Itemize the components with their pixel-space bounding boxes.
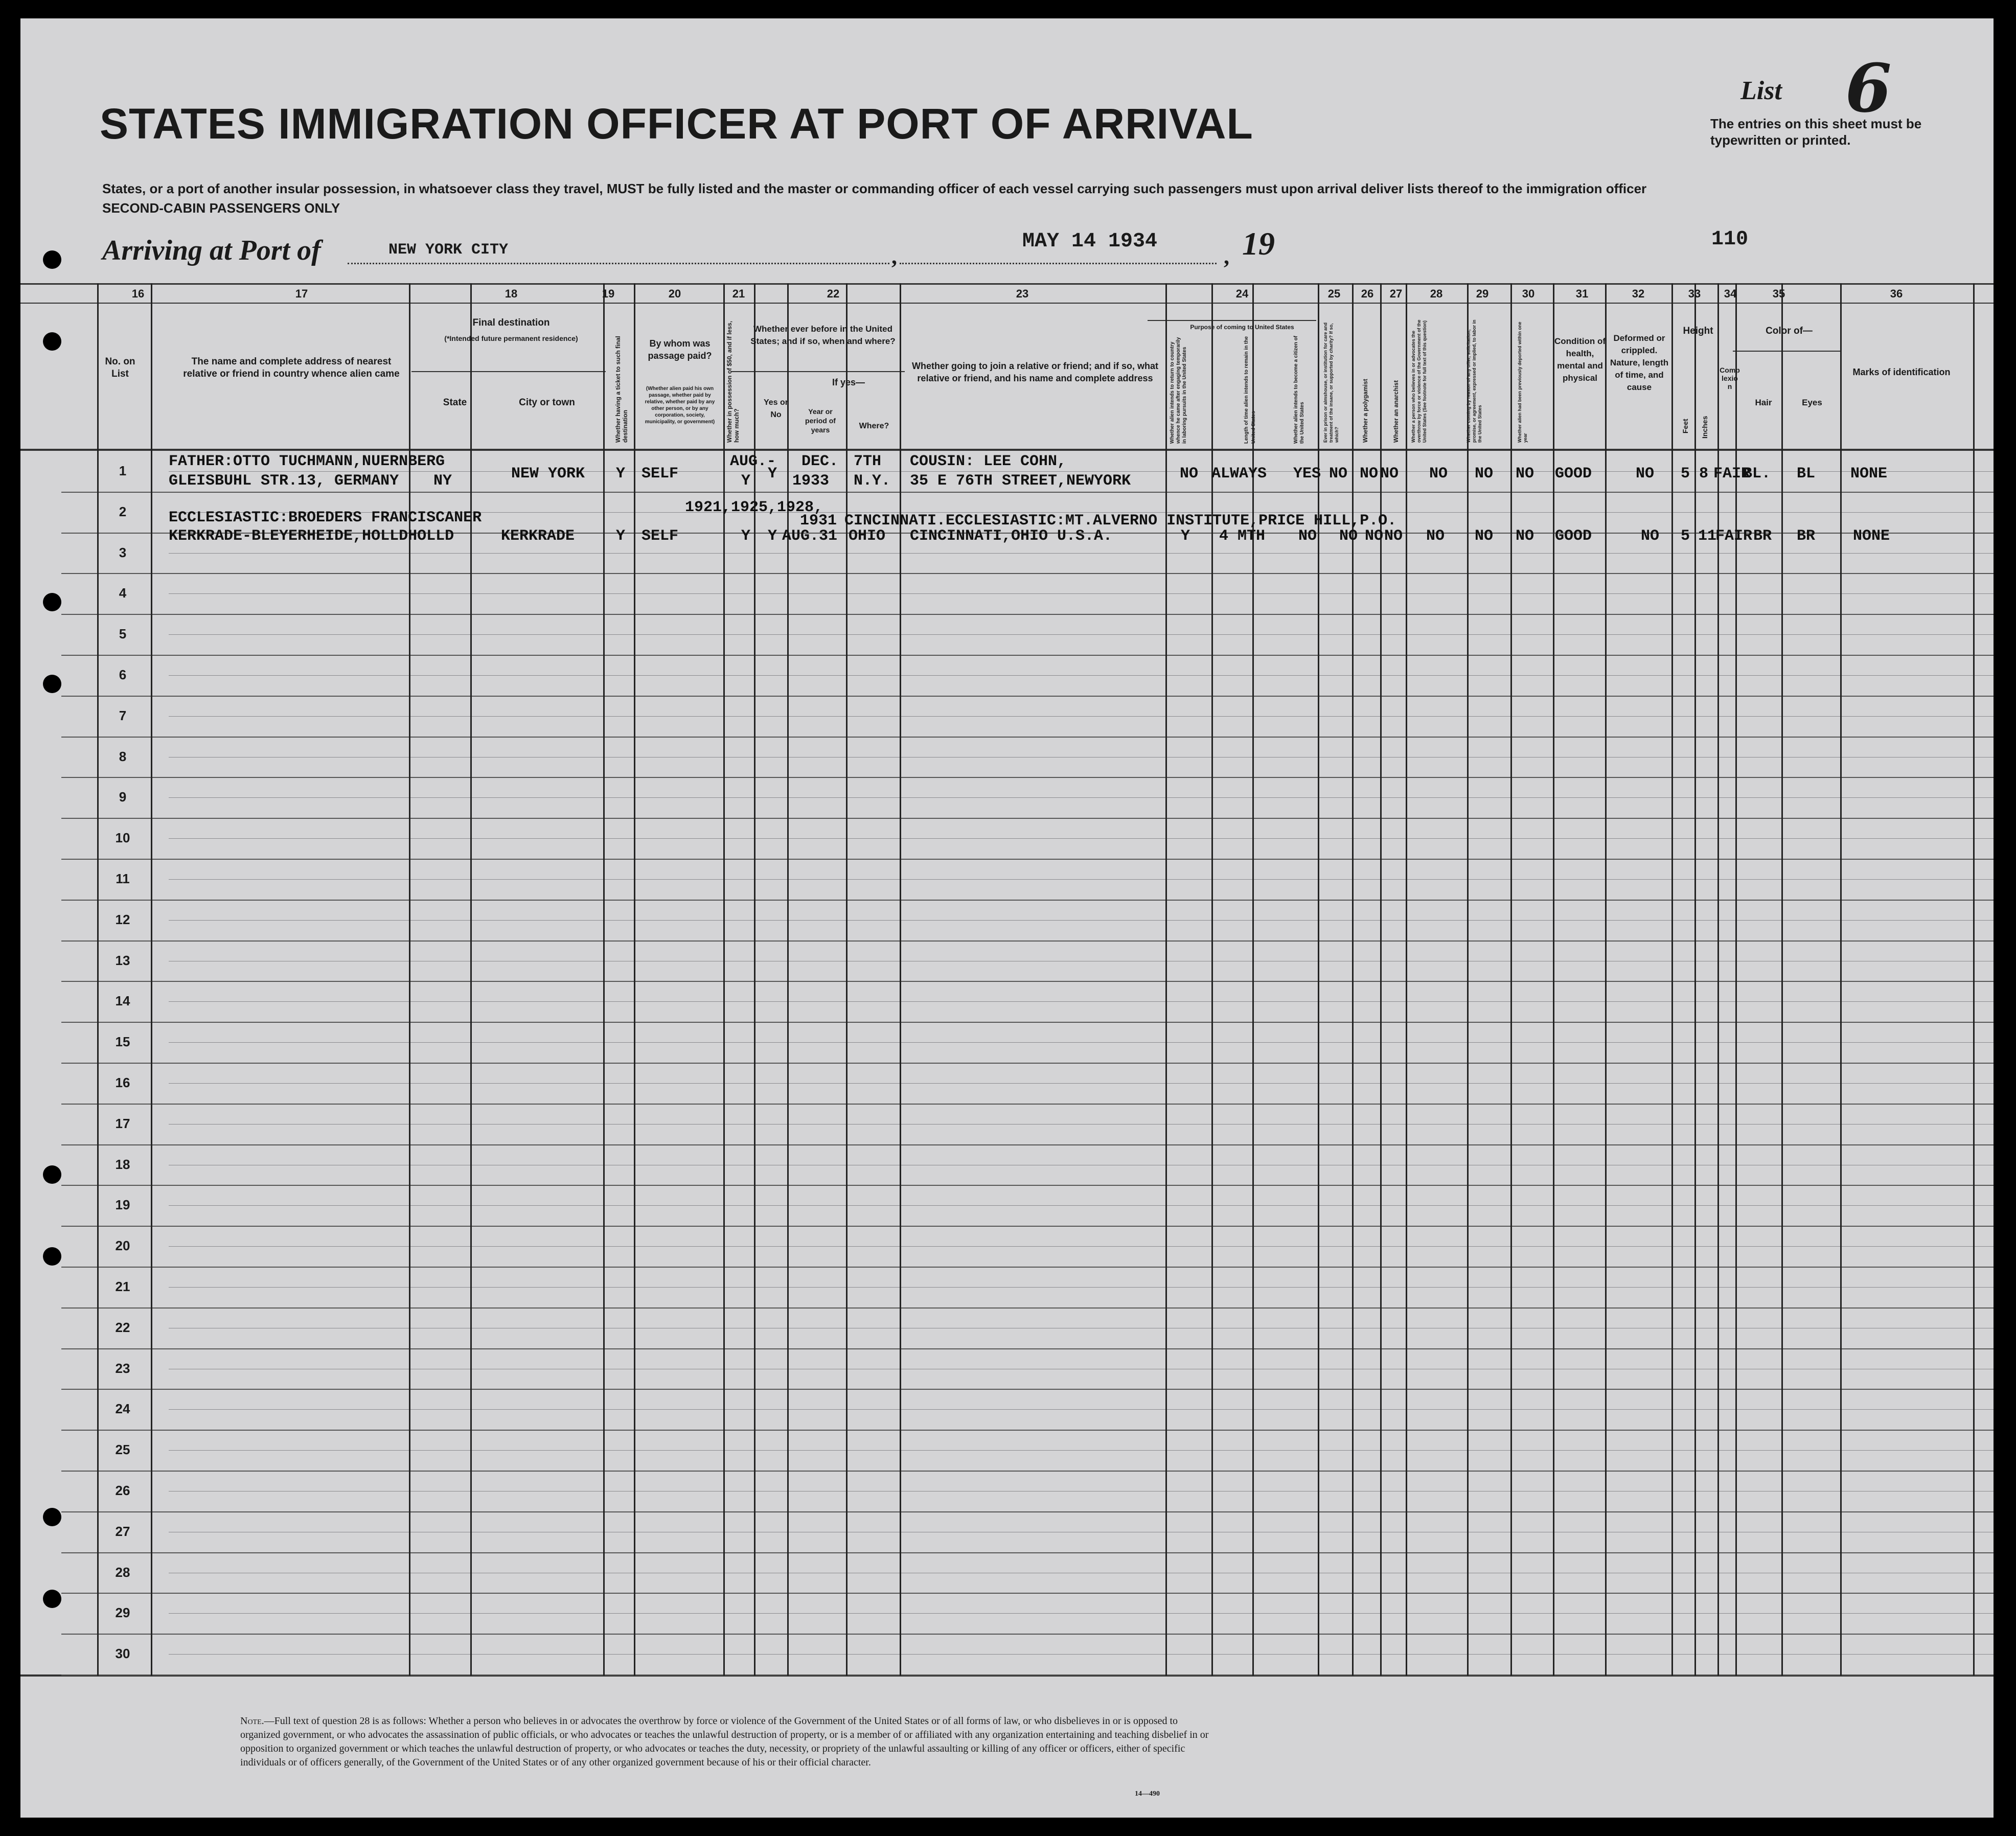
header-prison: Ever in prison or almshouse, or institution for care and treatment of the insane, or supported by charity? If so, which? <box>1323 322 1339 443</box>
row1-health: GOOD <box>1555 465 1592 483</box>
row-number: 26 <box>115 1483 130 1498</box>
row-number: 19 <box>115 1197 130 1212</box>
row-line <box>61 655 1994 656</box>
column-number: 29 <box>1476 287 1489 300</box>
row-line <box>61 1267 1994 1268</box>
row1-marks: NONE <box>1850 465 1888 483</box>
row-subline <box>169 1654 1994 1655</box>
row-line <box>61 1674 1994 1676</box>
column-number: 26 <box>1361 287 1374 300</box>
row1-where2: N.Y. <box>854 472 891 490</box>
column-line <box>1380 283 1382 1676</box>
column-line <box>754 283 755 1676</box>
row-number: 1 <box>119 463 127 478</box>
row2-where: CINCINNATI. <box>844 512 946 530</box>
column-line <box>723 283 725 1676</box>
column-number: 20 <box>668 287 681 300</box>
row-line <box>61 1511 1994 1512</box>
row-line <box>61 1185 1994 1186</box>
row1-citizen: YES <box>1293 465 1321 483</box>
row-line <box>61 1634 1994 1635</box>
row-subline <box>169 838 1994 839</box>
row-number: 7 <box>119 708 127 723</box>
column-line <box>97 283 99 1676</box>
row1-q30: NO <box>1516 465 1534 483</box>
list-label: List <box>1740 76 1782 105</box>
footnote-text: —Full text of question 28 is as follows: Whether a person who believes in or advocates the overthrow by force or violence of the Government of the United States or of all forms of law, or who disbelieves in or is opposed to organized government, or who advocates the assassination of public officials, or who advocates or teaches the unlawful destruction of property, or is a member of or affiliated with any organization entertaining and teaching disbelief in or opposition to organized government or which teaches the unlawful destruction of property, or who advocates or teaches the duty, necessity, or propriety of the unlawful assaulting or killing of any officer or officers, either of specific individuals or of officers generally, of the Government of the United States or of any other organized government because of his or their official character. <box>240 1715 1209 1768</box>
row2-paid-by: SELF <box>642 527 679 545</box>
row2-deformed: NO <box>1641 527 1660 545</box>
row-number: 17 <box>115 1116 130 1131</box>
header-bottom-border <box>20 449 1994 451</box>
row-number: 13 <box>115 953 130 968</box>
row-number: 29 <box>115 1605 130 1620</box>
binder-hole <box>43 250 61 269</box>
row-line <box>61 696 1994 697</box>
form-number: 14—490 <box>1135 1790 1160 1798</box>
row-number: 23 <box>115 1361 130 1376</box>
manifest-page <box>20 18 1994 1818</box>
header-color-of: Color of— <box>1766 326 1813 336</box>
column-line <box>787 283 789 1676</box>
row-subline <box>169 634 1994 635</box>
column-line <box>1211 283 1213 1676</box>
header-no-on-list: No. on List <box>105 356 135 379</box>
header-money: Whether in possession of $50, and if less, how much? <box>726 320 740 443</box>
port-line <box>348 263 889 264</box>
row-number: 5 <box>119 626 127 641</box>
column-line <box>1352 283 1354 1676</box>
row-line <box>61 818 1994 819</box>
row2-length: 4 MTH <box>1219 527 1266 545</box>
header-feet: Feet <box>1681 419 1689 433</box>
row2-eyes: BR <box>1797 527 1816 545</box>
row2-inches: 11 <box>1698 527 1717 545</box>
row-line <box>61 1593 1994 1594</box>
row1-hair: BL. <box>1743 465 1771 483</box>
binder-hole <box>43 1165 61 1184</box>
column-number: 34 <box>1724 287 1737 300</box>
row2-q30: NO <box>1516 527 1534 545</box>
column-line <box>1318 283 1319 1676</box>
header-ticket: Whether having a ticket to such final destination <box>614 336 629 443</box>
header-complexion: Complexion <box>1720 366 1740 391</box>
column-number: 33 <box>1688 287 1701 300</box>
row-number: 28 <box>115 1565 130 1580</box>
row-number: 25 <box>115 1442 130 1457</box>
column-number: 21 <box>732 287 745 300</box>
row2-join-line1: ECCLESIASTIC:MT.ALVERNO INSTITUTE,PRICE HILL,P.O. <box>946 512 1397 530</box>
row-number: 4 <box>119 585 127 601</box>
row1-inches: 8 <box>1699 465 1709 483</box>
row-number: 24 <box>115 1401 130 1416</box>
header-year-period: Year or period of years <box>805 407 836 434</box>
row-line <box>61 1307 1994 1309</box>
row-number: 22 <box>115 1320 130 1335</box>
header-anarchist: Whether an anarchist <box>1392 380 1400 443</box>
header-deformed: Deformed or crippled. Nature, length of time, and cause <box>1610 333 1669 392</box>
row2-health: GOOD <box>1555 527 1592 545</box>
binder-hole <box>43 332 61 351</box>
row2-years-before: 1921,1925,1928, <box>685 499 823 516</box>
row2-hair: BR <box>1753 527 1772 545</box>
row2-ticket: Y <box>616 527 626 545</box>
header-final-destination-note: (*Intended future permanent residence) <box>444 334 578 342</box>
column-line <box>1717 283 1719 1676</box>
header-marks: Marks of identification <box>1852 367 1951 377</box>
date-stamp: MAY 14 1934 <box>1022 230 1158 253</box>
row-subline <box>169 553 1994 554</box>
row2-relative-line1: ECCLESIASTIC:BROEDERS FRANCISCANER <box>169 509 482 526</box>
list-note: The entries on this sheet must be typewritten or printed. <box>1710 116 1922 148</box>
year-prefix: 19 <box>1242 225 1275 262</box>
column-number: 35 <box>1772 287 1785 300</box>
column-line <box>846 283 847 1676</box>
row-subline <box>169 879 1994 880</box>
column-number: 28 <box>1430 287 1443 300</box>
row1-q28: NO <box>1429 465 1448 483</box>
column-line <box>1973 283 1975 1676</box>
column-line <box>1671 283 1673 1676</box>
row-line <box>61 1022 1994 1023</box>
row1-feet: 5 <box>1681 465 1690 483</box>
column-line <box>1840 283 1842 1676</box>
row1-deformed: NO <box>1636 465 1655 483</box>
row2-return: Y <box>1181 527 1190 545</box>
column-number: 19 <box>602 287 615 300</box>
row2-year2: AUG.31 <box>782 527 838 545</box>
row1-state: NY <box>433 472 452 490</box>
column-line <box>1406 283 1407 1676</box>
date-line <box>900 263 1217 264</box>
header-subtitle: States, or a port of another insular possession, in whatsoever class they travel, MUST be fully listed and the master or commanding officer of each vessel carrying such passengers must upon arrival deliver lists thereof to the immigration officer <box>102 181 1647 196</box>
row-number: 9 <box>119 789 127 805</box>
row-number: 3 <box>119 545 127 560</box>
footnote <box>240 1714 1211 1770</box>
row-number: 14 <box>115 993 130 1008</box>
header-final-destination: Final destination <box>472 317 550 328</box>
row1-relative-line2: GLEISBUHL STR.13, GERMANY <box>169 472 399 490</box>
row-line <box>61 614 1994 615</box>
row-line <box>61 1226 1994 1227</box>
column-number: 32 <box>1632 287 1645 300</box>
arriving-label: Arriving at Port of <box>102 235 321 266</box>
row-subline <box>169 593 1994 594</box>
row1-paid-by: SELF <box>642 465 679 483</box>
header-yes-no: Yes or No <box>763 398 789 419</box>
row-subline <box>169 1287 1994 1288</box>
row-subline <box>169 716 1994 717</box>
row2-before-yes: Y <box>768 527 777 545</box>
row-subline <box>169 1042 1994 1043</box>
column-line <box>1467 283 1469 1676</box>
column-line <box>470 283 472 1676</box>
cabin-class-label: SECOND-CABIN PASSENGERS ONLY <box>102 200 340 216</box>
header-where: Where? <box>859 422 889 430</box>
header-condition: Condition of health, mental and physical <box>1554 336 1606 383</box>
binder-hole <box>43 1590 61 1608</box>
row-number: 8 <box>119 749 127 764</box>
row-subline <box>169 1409 1994 1410</box>
column-line <box>1252 283 1254 1676</box>
row1-complexion: FAIR <box>1713 465 1751 483</box>
row2-anarchist: NO <box>1384 527 1403 545</box>
row-number: 10 <box>115 830 130 845</box>
row1-length: ALWAYS <box>1211 465 1267 483</box>
row-subline <box>169 1083 1994 1084</box>
column-line <box>603 283 605 1676</box>
row1-money-line1: AUG.- <box>730 453 776 470</box>
row1-join-line2: 35 E 76TH STREET,NEWYORK <box>910 472 1131 490</box>
header-subline <box>1733 351 1840 352</box>
row-number: 6 <box>119 667 127 682</box>
row-number: 27 <box>115 1524 130 1539</box>
row-line <box>61 1063 1994 1064</box>
header-purpose: Purpose of coming to United States <box>1190 324 1294 331</box>
column-line <box>1510 283 1512 1676</box>
column-line <box>1605 283 1607 1676</box>
stamp-number: 110 <box>1711 228 1749 251</box>
header-city: City or town <box>519 397 575 408</box>
row-subline <box>169 1205 1994 1206</box>
column-line <box>1553 283 1554 1676</box>
binder-hole <box>43 593 61 611</box>
row-subline <box>169 675 1994 676</box>
row-line <box>61 1389 1994 1390</box>
binder-hole <box>43 675 61 693</box>
column-number: 16 <box>131 287 145 300</box>
binder-hole <box>43 1508 61 1526</box>
row-line <box>61 1144 1994 1145</box>
row1-prison: NO <box>1329 465 1348 483</box>
row2-feet: 5 <box>1681 527 1690 545</box>
comma-separator: , <box>891 244 897 269</box>
column-number: 23 <box>1016 287 1029 300</box>
row-line <box>61 573 1994 574</box>
row-subline <box>169 1613 1994 1614</box>
column-number: 18 <box>505 287 518 300</box>
column-number: 22 <box>827 287 840 300</box>
row2-city: KERKRADE <box>501 527 575 545</box>
row-line <box>61 940 1994 942</box>
column-line <box>1165 283 1167 1676</box>
column-number: 31 <box>1575 287 1589 300</box>
column-line <box>409 283 410 1676</box>
row2-citizen: NO <box>1298 527 1317 545</box>
row-number: 2 <box>119 504 127 519</box>
row2-where2: OHIO <box>849 527 886 545</box>
row1-anarchist: NO <box>1380 465 1399 483</box>
header-question-30: Whether alien had been previously deported within one year <box>1517 322 1528 443</box>
row1-before-yes: Y <box>768 465 777 483</box>
row2-polygamist: NO <box>1365 527 1384 545</box>
header-question-28: Whether a person who believes in or advocates the overthrow by force or violence of the Government of the United States (See footnote for full text of this question) <box>1411 319 1427 443</box>
row1-year: DEC. <box>801 453 839 470</box>
header-eyes: Eyes <box>1802 398 1822 407</box>
row-subline <box>169 1246 1994 1247</box>
column-number: 17 <box>295 287 308 300</box>
column-number: 36 <box>1890 287 1903 300</box>
column-line <box>1735 283 1737 1676</box>
table-top-border <box>20 283 1994 285</box>
header-inches: Inches <box>1701 416 1709 439</box>
row2-year: 1931 <box>800 512 837 530</box>
column-line <box>900 283 901 1676</box>
row1-eyes: BL <box>1797 465 1816 483</box>
binder-hole <box>43 1247 61 1266</box>
row-line <box>61 981 1994 982</box>
header-hair: Hair <box>1755 398 1772 407</box>
row-subline <box>169 1001 1994 1002</box>
row1-q29: NO <box>1475 465 1494 483</box>
row-subline <box>169 920 1994 921</box>
row1-where: 7TH <box>854 453 882 470</box>
column-line <box>1781 283 1783 1676</box>
row-line <box>61 492 1994 493</box>
header-ever-before: Whether ever before in the United States; and if so, when and where? <box>750 324 896 346</box>
header-state: State <box>443 397 467 408</box>
row1-money-line2: Y <box>741 472 751 490</box>
column-number: 24 <box>1235 287 1249 300</box>
footnote-label: Note. <box>240 1715 264 1727</box>
column-line <box>1694 283 1696 1676</box>
row-subline <box>169 757 1994 758</box>
row-number: 16 <box>115 1075 130 1090</box>
row2-prison: NO <box>1339 527 1358 545</box>
header-height: Height <box>1683 326 1713 336</box>
row2-q28: NO <box>1426 527 1445 545</box>
row-subline <box>169 797 1994 798</box>
column-number: 27 <box>1389 287 1403 300</box>
row1-year2: 1933 <box>792 472 830 490</box>
header-subline <box>731 371 905 372</box>
row-number: 30 <box>115 1646 130 1661</box>
row-line <box>61 1430 1994 1431</box>
row-line <box>61 1552 1994 1553</box>
row-number: 11 <box>116 871 130 886</box>
row-number: 15 <box>115 1034 130 1049</box>
page-title: STATES IMMIGRATION OFFICER AT PORT OF ARRIVAL <box>100 100 1253 148</box>
row1-join-line1: COUSIN: LEE COHN, <box>910 453 1067 470</box>
column-line <box>151 283 152 1676</box>
row2-marks: NONE <box>1853 527 1890 545</box>
row-number: 12 <box>115 912 130 927</box>
row1-ticket: Y <box>616 465 626 483</box>
header-purpose-citizen: Whether alien intends to become a citizen of the United States <box>1293 335 1305 444</box>
header-if-yes: If yes— <box>832 377 865 387</box>
row2-join-line2: CINCINNATI,OHIO U.S.A. <box>910 527 1113 545</box>
row1-return: NO <box>1180 465 1199 483</box>
header-join-relative: Whether going to join a relative or friend; and if so, what relative or friend, and his name and complete address <box>911 361 1159 383</box>
header-nearest-relative: The name and complete address of nearest relative or friend in country whence alien came <box>183 356 400 379</box>
row-number: 18 <box>115 1157 130 1172</box>
row1-polygamist: NO <box>1360 465 1379 483</box>
header-subline <box>411 371 606 372</box>
column-line <box>634 283 635 1676</box>
row-line <box>61 1104 1994 1105</box>
header-polygamist: Whether a polygamist <box>1362 379 1369 443</box>
row-line <box>61 1471 1994 1472</box>
header-purpose-length: Length of time alien intends to remain in the United States <box>1244 336 1256 444</box>
row-line <box>61 1348 1994 1349</box>
row-number: 20 <box>115 1238 130 1253</box>
column-number: 25 <box>1327 287 1341 300</box>
list-number: 6 <box>1845 49 1892 127</box>
row1-relative-line1: FATHER:OTTO TUCHMANN,NUERNBERG <box>169 453 445 470</box>
row2-q29: NO <box>1475 527 1494 545</box>
row2-money-line2: Y <box>741 527 751 545</box>
header-passage-note: (Whether alien paid his own passage, whether paid by relative, whether paid by any other person, or by any corporation, society, municipality, or government) <box>645 386 715 425</box>
row1-city: NEW YORK <box>511 465 585 483</box>
header-purpose-return: Whether alien intends to return to country whence he came after engaging temporarily in laboring pursuits in the United States <box>1170 337 1187 444</box>
header-question-29: Whether coming by reason of any offer, solicitation, promise, or agreement, expressed or implied, to labor in the United States <box>1466 319 1482 443</box>
row-subline <box>169 1450 1994 1451</box>
row-line <box>61 737 1994 738</box>
column-number-divider <box>20 303 1994 304</box>
row-line <box>61 777 1994 778</box>
row-line <box>61 859 1994 860</box>
port-value: NEW YORK CITY <box>388 241 509 259</box>
column-number: 30 <box>1522 287 1535 300</box>
row-line <box>61 900 1994 901</box>
row2-relative-line2: KERKRADE-BLEYERHEIDE,HOLLDHOLLD <box>169 527 454 545</box>
header-passage-paid: By whom was passage paid? <box>648 338 712 361</box>
row-number: 21 <box>115 1279 130 1294</box>
comma-separator-2: , <box>1224 244 1229 269</box>
row2-complexion: FAIR <box>1715 527 1753 545</box>
